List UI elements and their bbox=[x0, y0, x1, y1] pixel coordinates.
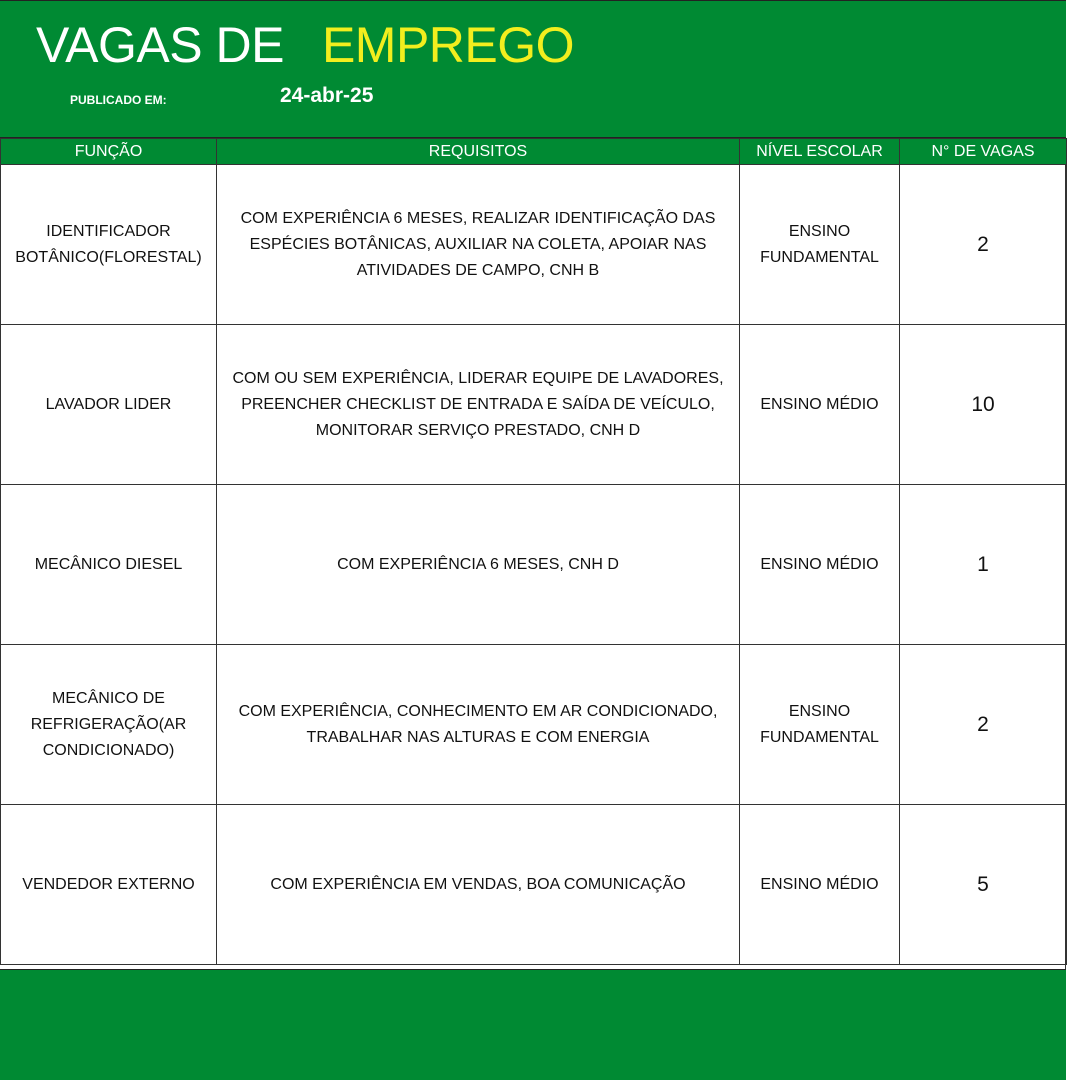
table-row bbox=[1, 645, 1067, 805]
page-title bbox=[36, 15, 574, 75]
cell-vagas: 10 bbox=[900, 325, 1067, 485]
cell-funcao: MECÂNICO DE REFRIGERAÇÃO(AR CONDICIONADO) bbox=[1, 645, 217, 805]
cell-funcao: VENDEDOR EXTERNO bbox=[1, 805, 217, 965]
cell-requisitos: COM EXPERIÊNCIA EM VENDAS, BOA COMUNICAÇÃO bbox=[217, 805, 740, 965]
cell-nivel: ENSINO FUNDAMENTAL bbox=[740, 645, 900, 805]
cell-funcao: IDENTIFICADOR BOTÂNICO(FLORESTAL) bbox=[1, 165, 217, 325]
table-row bbox=[1, 325, 1067, 485]
cell-nivel: ENSINO MÉDIO bbox=[740, 325, 900, 485]
cell-funcao: MECÂNICO DIESEL bbox=[1, 485, 217, 645]
title-white: VAGAS DE bbox=[36, 17, 284, 73]
cell-vagas: 5 bbox=[900, 805, 1067, 965]
column-header-requisitos: REQUISITOS bbox=[217, 139, 740, 165]
cell-vagas: 1 bbox=[900, 485, 1067, 645]
column-header-vagas: N° DE VAGAS bbox=[900, 139, 1067, 165]
cell-requisitos: COM OU SEM EXPERIÊNCIA, LIDERAR EQUIPE DE LAVADORES, PREENCHER CHECKLIST DE ENTRADA E SAÍDA DE VEÍCULO, MONITORAR SERVIÇO PRESTADO, CNH D bbox=[217, 325, 740, 485]
column-header-nivel: NÍVEL ESCOLAR bbox=[740, 139, 900, 165]
table-row bbox=[1, 485, 1067, 645]
published-label: PUBLICADO EM: bbox=[70, 93, 167, 107]
footer-banner bbox=[0, 969, 1066, 1080]
cell-nivel: ENSINO FUNDAMENTAL bbox=[740, 165, 900, 325]
header-banner bbox=[0, 0, 1066, 138]
cell-vagas: 2 bbox=[900, 165, 1067, 325]
title-yellow: EMPREGO bbox=[321, 17, 575, 73]
cell-requisitos: COM EXPERIÊNCIA 6 MESES, REALIZAR IDENTIFICAÇÃO DAS ESPÉCIES BOTÂNICAS, AUXILIAR NA COLETA, APOIAR NAS ATIVIDADES DE CAMPO, CNH B bbox=[217, 165, 740, 325]
cell-nivel: ENSINO MÉDIO bbox=[740, 485, 900, 645]
cell-requisitos: COM EXPERIÊNCIA 6 MESES, CNH D bbox=[217, 485, 740, 645]
cell-requisitos: COM EXPERIÊNCIA, CONHECIMENTO EM AR CONDICIONADO, TRABALHAR NAS ALTURAS E COM ENERGIA bbox=[217, 645, 740, 805]
jobs-table bbox=[0, 138, 1067, 965]
table-row bbox=[1, 165, 1067, 325]
cell-vagas: 2 bbox=[900, 645, 1067, 805]
cell-nivel: ENSINO MÉDIO bbox=[740, 805, 900, 965]
table-row bbox=[1, 805, 1067, 965]
column-header-funcao: FUNÇÃO bbox=[1, 139, 217, 165]
table-header-row bbox=[1, 139, 1067, 165]
cell-funcao: LAVADOR LIDER bbox=[1, 325, 217, 485]
published-date: 24-abr-25 bbox=[280, 84, 374, 107]
